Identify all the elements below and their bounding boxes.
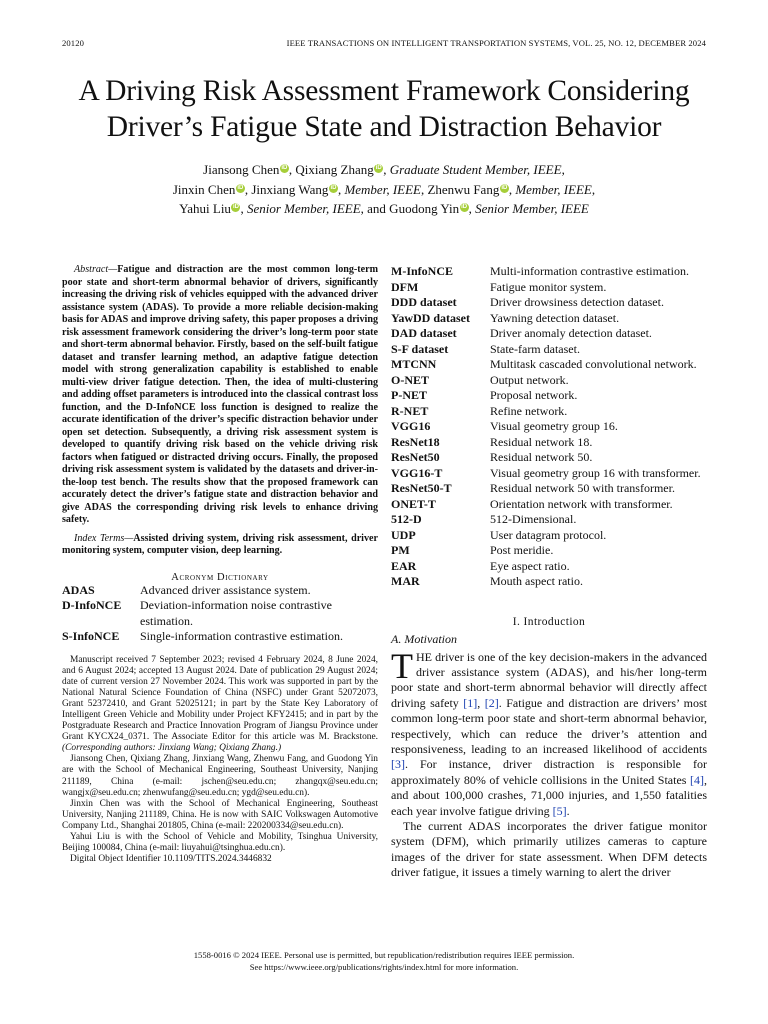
acronym-table-left (62, 583, 378, 645)
affiliation-note: Yahui Liu is with the School of Vehicle and Mobility, Tsinghua University, Beijing 100084, China (e-mail: liuyahui@tsinghua.edu.cn). (62, 832, 378, 854)
author-line: Yahui Liu iD , Senior Member, IEEE, and Guodong Yin iD , Senior Member, IEEE (179, 201, 589, 216)
acronym-value: Driver anomaly detection dataset. (490, 326, 652, 340)
acronym-table-right (391, 264, 707, 590)
section-heading: I. Introduction (512, 615, 586, 628)
acronym-key: D-InfoNCE (62, 598, 122, 612)
author-membership: Member, IEEE (344, 181, 421, 197)
orcid-icon[interactable]: iD (461, 204, 468, 210)
index-terms-text: Assisted driving system, driving risk assessment, driver monitoring system, computer vision, deep learning. (62, 532, 378, 556)
author-membership: Member, IEEE (515, 181, 592, 197)
author-name: Jinxin Chen (172, 181, 236, 197)
acronym-key: S-InfoNCE (62, 629, 120, 643)
acronym-row (391, 466, 707, 482)
acronym-row (391, 450, 707, 466)
acronym-value: Visual geometry group 16 with transformer. (490, 465, 701, 480)
affiliation-note: Jiansong Chen, Qixiang Zhang, Jinxiang Wang, Zhenwu Fang, and Guodong Yin are with the School of Mechanical Engineering, Southeast University, Nanjing 211189, China (e-mail: jschen@seu.edu.cn; zhangqx@seu.edu.cn; wangjx@seu.edu.cn; zhenwufang@seu.edu.cn; ygd@seu.edu.cn). (62, 754, 378, 798)
acronym-value: Advanced driver assistance system. (140, 582, 311, 597)
author-name: , Zhenwu Fang (420, 181, 500, 197)
acronym-key: ResNet50 (391, 450, 440, 464)
acronym-key: EAR (391, 558, 417, 573)
acronym-value: Refine network. (490, 403, 568, 418)
manuscript-note: Manuscript received 7 September 2023; revised 4 February 2024, 8 June 2024, and 6 August 2024; accepted 13 August 2024. Date of publication 29 August 2024; date of current version 27 November 2024. This work was supported in part by the National Natural Science Foundation of China (NSFC) under Grant 52072073, Grant 52372410, and Grant 52025121; in part by the State Key Laboratory of Intelligent Green Vehicle and Mobility under Project KFY2415; and in part by the Postgraduate Research and Practice Innovation Program of Jiangsu Province under Grant KYCX24_0371. The Associate Editor for this article was M. Brackstone. (Corresponding authors: Jinxiang Wang; Qixiang Zhang.) (62, 654, 378, 754)
acronym-value: Output network. (490, 372, 569, 387)
acronym-value: Yawning detection dataset. (490, 310, 620, 325)
acronym-value: Multi-information contrastive estimation. (490, 264, 689, 278)
abstract-label: Abstract (74, 264, 109, 275)
subsection-heading: A. Motivation (391, 631, 457, 646)
rights-link[interactable]: See https://www.ieee.org/publications/rights/index.html for more information. (249, 961, 519, 972)
right-column (391, 264, 707, 881)
page-number: 20120 (62, 38, 84, 48)
acronym-row (391, 373, 707, 389)
acronym-key: R-NET (391, 403, 429, 418)
acronym-key: DAD dataset (391, 326, 457, 340)
index-terms-label: Index Terms (74, 532, 125, 544)
acronym-row (391, 388, 707, 404)
title-line: Driver’s Fatigue State and Distraction Behavior (106, 111, 662, 143)
author-membership: Senior Member, IEEE (475, 201, 589, 216)
acronym-row (391, 543, 707, 559)
acronym-value: Visual geometry group 16. (490, 419, 618, 433)
author-name: , Qixiang Zhang (288, 162, 374, 177)
citation-link[interactable]: [2] (484, 695, 499, 710)
doi[interactable]: Digital Object Identifier 10.1109/TITS.2024.3446832 (70, 854, 272, 865)
acronym-value: Proposal network. (490, 388, 578, 402)
acronym-row (62, 583, 378, 599)
acronym-key: UDP (391, 527, 416, 542)
acronym-row (391, 404, 707, 420)
acronym-value: Mouth aspect ratio. (490, 574, 583, 588)
acronym-row (391, 528, 707, 544)
acronym-key: MAR (391, 574, 420, 588)
acronym-row (391, 497, 707, 513)
acronym-row (391, 512, 707, 528)
citation-link[interactable]: [4] (690, 772, 704, 787)
acronym-value: State-farm dataset. (490, 341, 580, 356)
acronym-key: DFM (391, 279, 419, 294)
acronym-key: VGG16-T (391, 465, 443, 480)
index-terms: Index Terms—Assisted driving system, driving risk assessment, driver monitoring system, computer vision, deep learning. (62, 532, 378, 556)
journal-info: IEEE TRANSACTIONS ON INTELLIGENT TRANSPORTATION SYSTEMS, VOL. 25, NO. 12, DECEMBER 2024 (286, 38, 706, 48)
acronym-key: ADAS (62, 582, 95, 597)
abstract: Abstract—Fatigue and distraction are the most common long-term poor state and short-term abnormal behavior of drivers, significantly increasing the driving risk of vehicles equipped with the advanced driver assistance system (ADAS). To provide a more reliable decision-making basis for ADAS and improve driving safety, this paper proposes a driving risk assessment framework considering the driver’s long-term poor state and short-term abnormal behavior. Firstly, based on the self-built fatigue dataset and transfer learning method, an adaptive fatigue detection model with strong generalization capability is established to enable multi-view driver fatigue detection. Then, the idea of multi-clustering and adding offset parameters is introduced into the classical contrast loss function, and the D-InfoNCE loss function is designed to realize the accurate identification of the driver’s specific distraction behavior under open set detection. Subsequently, a driving risk assessment system is developed to quantify driving risk based on the vehicle driving risk factors when fatigued or distracted driving occurs. Finally, the proposed driving risk assessment system is validated by the datasets and driver-in-the-loop test bench. The results show that the proposed framework can accurately detect the driver’s fatigue state and distraction behavior and give ADAS the corresponding driving risk levels to enhance driving safety. (62, 264, 378, 525)
acronym-row (62, 598, 378, 629)
acronym-row (391, 481, 707, 497)
acronym-row (391, 264, 707, 280)
acronym-row (62, 629, 378, 645)
acronym-row (391, 574, 707, 590)
paragraph: The current ADAS incorporates the driver fatigue monitor system (DFM), which primarily utilizes cameras to capture images of the driver for state assessment. When DFM detects driver fatigue, it issues a timely warning to alert the driver (391, 818, 707, 880)
orcid-icon[interactable]: iD (232, 204, 239, 210)
acronym-key: 512-D (391, 512, 422, 526)
orcid-icon[interactable]: iD (237, 184, 244, 191)
abstract-text: Fatigue and distraction are the most common long-term poor state and short-term abnormal behavior of drivers, significantly increasing the driving risk of vehicles equipped with the advanced driver assistance system (ADAS). To provide a more reliable decision-making basis for ADAS and improve driving safety, this paper proposes a driving risk assessment framework considering the driver’s long-term poor state and short-term abnormal behavior. Firstly, based on the self-built fatigue dataset and transfer learning method, an adaptive fatigue detection model with strong generalization capability is established to enable multi-view driver fatigue detection. Then, the idea of multi-clustering and adding offset parameters is introduced into the classical contrast loss function, and the D-InfoNCE loss function is designed to realize the accurate identification of the driver’s specific distraction behavior under open set detection. Subsequently, a driving risk assessment system is developed to quantify driving risk based on the vehicle driving risk factors when fatigued or distracted driving occurs. Finally, the proposed driving risk assessment system is validated by the datasets and driver-in-the-loop test bench. The results show that the proposed framework can accurately detect the driver’s fatigue state and distraction behavior and give ADAS the corresponding driving risk levels to enhance driving safety. (62, 264, 378, 525)
author-name: Jiansong Chen (203, 162, 280, 177)
orcid-icon[interactable]: iD (281, 165, 288, 171)
acronym-value: Eye aspect ratio. (490, 558, 570, 573)
acronym-row (391, 326, 707, 342)
author-name: Yahui Liu (179, 201, 231, 216)
footnotes (62, 655, 378, 866)
author-line: Jinxin Chen iD , Jinxiang Wang iD , Member, IEEE, Zhenwu Fang iD , Member, IEEE, (172, 181, 596, 197)
acronym-value: Residual network 18. (490, 434, 593, 449)
citation-link[interactable]: [5] (552, 803, 567, 818)
acronym-key: MTCNN (391, 357, 437, 371)
title-line: A Driving Risk Assessment Framework Considering (78, 75, 690, 107)
acronym-key: S-F dataset (391, 341, 449, 356)
acronym-value: Orientation network with transformer. (490, 496, 673, 511)
acronym-key: PM (391, 543, 410, 557)
drop-cap: T (391, 645, 413, 686)
section-body (391, 645, 708, 881)
acronym-row (391, 295, 707, 311)
acronym-row (391, 311, 707, 327)
acronym-value: Driver drowsiness detection dataset. (490, 295, 664, 309)
orcid-icon[interactable]: iD (375, 165, 382, 171)
acronym-value: Residual network 50 with transformer. (490, 481, 675, 495)
acronym-row (391, 559, 707, 575)
acronym-key: O-NET (391, 372, 430, 387)
paragraph: THE driver is one of the key decision-makers in the advanced driver assistance system (ADAS), and his/her long-term poor state and short-term abnormal behavior will directly affect driving safety [1], [2]. Fatigue and distraction are drivers’ most common long-term poor state and short-term abnormal behavior, respectively, which can reduce the driver’s attention and responsiveness, leading to an increased likelihood of accidents [3]. For instance, driver distraction is responsible for approximately 80% of vehicle collisions in the United States [4], and about 100,000 crashes, 71,000 injuries, and 1,550 fatalities each year involve fatigue driving [5]. (391, 645, 708, 818)
acronym-key: M-InfoNCE (391, 264, 453, 278)
acronym-value: Fatigue monitor system. (490, 279, 607, 294)
acronym-row (391, 419, 707, 435)
acronym-value: Residual network 50. (490, 450, 593, 464)
orcid-icon[interactable]: iD (330, 184, 337, 191)
author-name: , Jinxiang Wang (244, 181, 329, 197)
acronym-key: DDD dataset (391, 295, 457, 309)
acronym-value: Deviation-information noise contrastive estimation. (140, 598, 332, 628)
acronym-row (391, 280, 707, 296)
running-header (62, 38, 706, 52)
corresponding-authors: (Corresponding authors: Jinxiang Wang; Qixiang Zhang.) (62, 743, 282, 754)
paper-title (40, 73, 728, 145)
citation-link[interactable]: [3] (391, 757, 405, 772)
author-list (40, 160, 728, 219)
acronym-key: ONET-T (391, 496, 436, 511)
acronym-key: P-NET (391, 388, 427, 402)
acronym-row (391, 435, 707, 451)
acronym-key: VGG16 (391, 419, 431, 433)
citation-link[interactable]: [1] (463, 695, 478, 710)
acronym-value: Multitask cascaded convolutional network. (490, 357, 697, 371)
acronym-value: Post meridie. (490, 543, 554, 557)
acronym-row (391, 342, 707, 358)
author-membership: Graduate Student Member, IEEE (389, 162, 562, 177)
acronym-heading: Acronym Dictionary (171, 571, 269, 583)
acronym-key: ResNet50-T (391, 481, 452, 495)
acronym-row (391, 357, 707, 373)
author-line: Jiansong Chen iD , Qixiang Zhang iD , Graduate Student Member, IEEE, (203, 162, 565, 177)
author-name: , and Guodong Yin (360, 201, 460, 216)
acronym-value: Single-information contrastive estimation. (140, 629, 343, 643)
copyright-footer (40, 950, 728, 973)
left-column (62, 264, 378, 865)
orcid-icon[interactable]: iD (501, 184, 508, 191)
author-membership: Senior Member, IEEE (246, 201, 361, 216)
acronym-value: User datagram protocol. (490, 527, 607, 542)
acronym-key: YawDD dataset (391, 310, 470, 325)
acronym-value: 512-Dimensional. (490, 512, 577, 526)
copyright-line: 1558-0016 © 2024 IEEE. Personal use is permitted, but republication/redistribution requires IEEE permission. (193, 950, 575, 960)
affiliation-note: Jinxin Chen was with the School of Mechanical Engineering, Southeast University, Nanjing 211189, China. He is now with SAIC Volkswagen Automotive Company Ltd., Shanghai 201805, China (e-mail: 220200334@seu.edu.cn). (62, 798, 378, 831)
acronym-key: ResNet18 (391, 434, 440, 449)
